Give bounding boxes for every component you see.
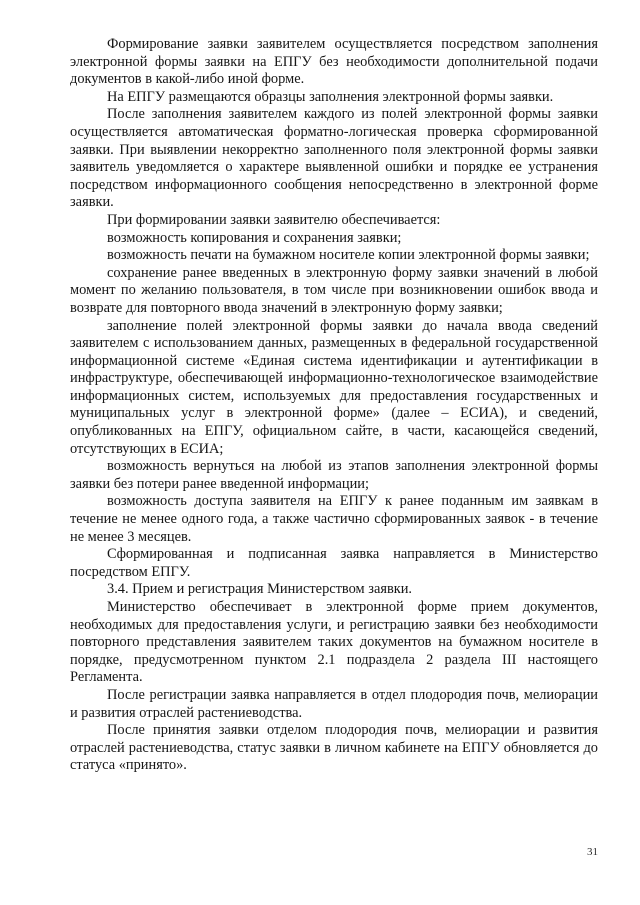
- paragraph-10: возможность доступа заявителя на ЕПГУ к ранее поданным им заявкам в течение не менее одного года, а также частично сформированных заявок - в течение не менее 3 месяцев.: [70, 493, 598, 545]
- paragraph-14: После регистрации заявка направляется в отдел плодородия почв, мелиорации и развития отраслей растениеводства.: [70, 686, 598, 721]
- paragraph-13: Министерство обеспечивает в электронной форме прием документов, необходимых для предоставления услуги, и регистрацию заявки без необходимости повторного представления заявителем таких документов на бумажном носителе в порядке, предусмотренном пунктом 2.1 подраздела 2 раздела III настоящего Регламента.: [70, 599, 598, 686]
- paragraph-11: Сформированная и подписанная заявка направляется в Министерство посредством ЕПГУ.: [70, 546, 598, 580]
- paragraph-15: После принятия заявки отделом плодородия почв, мелиорации и развития отраслей растениеводства, статус заявки в личном кабинете на ЕПГУ обновляется до статуса «принято».: [70, 722, 598, 774]
- paragraph-8: заполнение полей электронной формы заявки до начала ввода сведений заявителем с использованием данных, размещенных в федеральной государственной информационной системе «Единая система идентификации и аутентификации в инфраструктуре, обеспечивающей информационно-технологическое взаимодействие информационных систем, используемых для предоставления государственных и муниципальных услуг в электронной форме» (далее – ЕСИА), и сведений, опубликованных на ЕПГУ, официальном сайте, в части, касающейся сведений, отсутствующих в ЕСИА;: [70, 317, 598, 457]
- paragraph-2: На ЕПГУ размещаются образцы заполнения электронной формы заявки.: [107, 88, 554, 105]
- page-number: 31: [587, 846, 598, 858]
- paragraph-1: Формирование заявки заявителем осуществляется посредством заполнения электронной формы заявки на ЕПГУ без необходимости дополнительной подачи документов в какой-либо иной форме.: [70, 36, 598, 88]
- paragraph-6: возможность печати на бумажном носителе копии электронной формы заявки;: [107, 247, 590, 264]
- paragraph-5: возможность копирования и сохранения заявки;: [107, 229, 402, 246]
- paragraph-9: возможность вернуться на любой из этапов заполнения электронной формы заявки без потери ранее введенной информации;: [70, 458, 598, 492]
- section-heading-3-4: 3.4. Прием и регистрация Министерством заявки.: [107, 581, 413, 598]
- body-text: [70, 36, 598, 775]
- paragraph-3: После заполнения заявителем каждого из полей электронной формы заявки осуществляется автоматическая форматно-логическая проверка сформированной заявки. При выявлении некорректно заполненного поля электронной формы заявки заявитель уведомляется о характере выявленной ошибки и порядке ее устранения посредством информационного сообщения непосредственно в электронной форме заявки.: [70, 106, 598, 211]
- paragraph-7: сохранение ранее введенных в электронную форму заявки значений в любой момент по желанию пользователя, в том числе при возникновении ошибок ввода и возврате для повторного ввода значений в электронную форму заявки;: [70, 264, 598, 316]
- paragraph-4: При формировании заявки заявителю обеспечивается:: [107, 211, 441, 228]
